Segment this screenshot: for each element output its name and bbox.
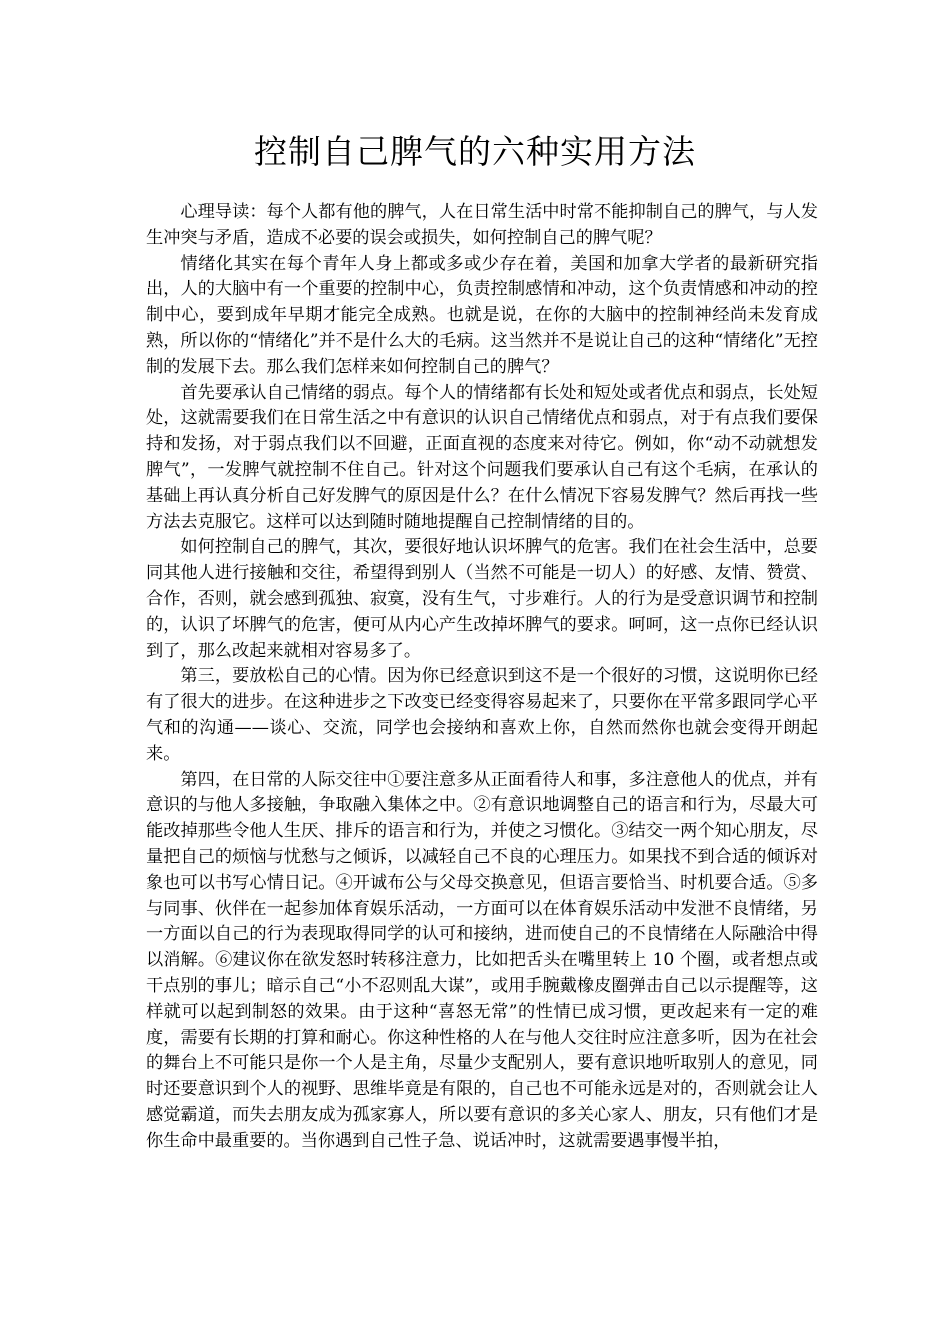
paragraph-method-fourth: 第四，在日常的人际交往中①要注意多从正面看待人和事，多注意他人的优点，并有意识的与他人多接触，争取融入集体之中。②有意识地调整自己的语言和行为，尽最大可能改掉那些令他人生厌、排斥的语言和行为，并使之习惯化。③结交一两个知心朋友，尽量把自己的烦恼与忧愁与之倾诉，以减轻自己不良的心理压力。如果找不到合适的倾诉对象也可以书写心情日记。④开诚布公与父母交换意见，但语言要恰当、时机要合适。⑤多与同事、伙伴在一起参加体育娱乐活动，一方面可以在体育娱乐活动中发泄不良情绪，另一方面以自己的行为表现取得同学的认可和接纳，进而使自己的不良情绪在人际融洽中得以消解。⑥建议你在欲发怒时转移注意力，比如把舌头在嘴里转上 10 个圈，或者想点或干点别的事儿；暗示自己“小不忍则乱大谋”，或用手腕戴橡皮圈弹击自己以示提醒等，这样就可以起到制怒的效果。由于这种“喜怒无常”的性情已成习惯，更改起来有一定的难度，需要有长期的打算和耐心。你这种性格的人在与他人交往时应注意多听，因为在社会的舞台上不可能只是你一个人是主角，尽量少支配别人，要有意识地听取别人的意见，同时还要意识到个人的视野、思维毕竟是有限的，自己也不可能永远是对的，否则就会让人感觉霸道，而失去朋友成为孤家寡人，所以要有意识的多关心家人、朋友，只有他们才是你生命中最重要的。当你遇到自己性子急、说话冲时，这就需要遇事慢半拍， [146, 769, 818, 1151]
paragraph-emotional-background: 情绪化其实在每个青年人身上都或多或少存在着，美国和加拿大学者的最新研究指出，人的大脑中有一个重要的控制中心，负责控制感情和冲动，这个负责情感和冲动的控制中心，要到成年早期才能完全成熟。也就是说，在你的大脑中的控制神经尚未发育成熟，所以你的“情绪化”并不是什么大的毛病。这当然并不是说让自己的这种“情绪化”无控制的发展下去。那么我们怎样来如何控制自己的脾气？ [146, 253, 818, 377]
paragraph-method-first: 首先要承认自己情绪的弱点。每个人的情绪都有长处和短处或者优点和弱点，长处短处，这就需要我们在日常生活之中有意识的认识自己情绪优点和弱点，对于有点我们要保持和发扬，对于弱点我们以不回避，正面直视的态度来对待它。例如，你“动不动就想发脾气”，一发脾气就控制不住自己。针对这个问题我们要承认自己有这个毛病，在承认的基础上再认真分析自己好发脾气的原因是什么？在什么情况下容易发脾气？然后再找一些方法去克服它。这样可以达到随时随地提醒自己控制情绪的目的。 [146, 382, 818, 532]
paragraph-method-second: 如何控制自己的脾气，其次，要很好地认识坏脾气的危害。我们在社会生活中，总要同其他人进行接触和交往，希望得到别人（当然不可能是一切人）的好感、友情、赞赏、合作，否则，就会感到孤独、寂寞，没有生气，寸步难行。人的行为是受意识调节和控制的，认识了坏脾气的危害，便可从内心产生改掉坏脾气的要求。呵呵，这一点你已经认识到了，那么改起来就相对容易多了。 [146, 537, 818, 661]
document-body [146, 200, 818, 1154]
document-title: 控制自己脾气的六种实用方法 [254, 132, 696, 171]
paragraph-intro: 心理导读：每个人都有他的脾气，人在日常生活中时常不能抑制自己的脾气，与人发生冲突与矛盾，造成不必要的误会或损失，如何控制自己的脾气呢？ [146, 202, 818, 248]
paragraph-method-third: 第三，要放松自己的心情。因为你已经意识到这不是一个很好的习惯，这说明你已经有了很大的进步。在这种进步之下改变已经变得容易起来了，只要你在平常多跟同学心平气和的沟通——谈心、交流，同学也会接纳和喜欢上你，自然而然你也就会变得开朗起来。 [146, 666, 818, 764]
